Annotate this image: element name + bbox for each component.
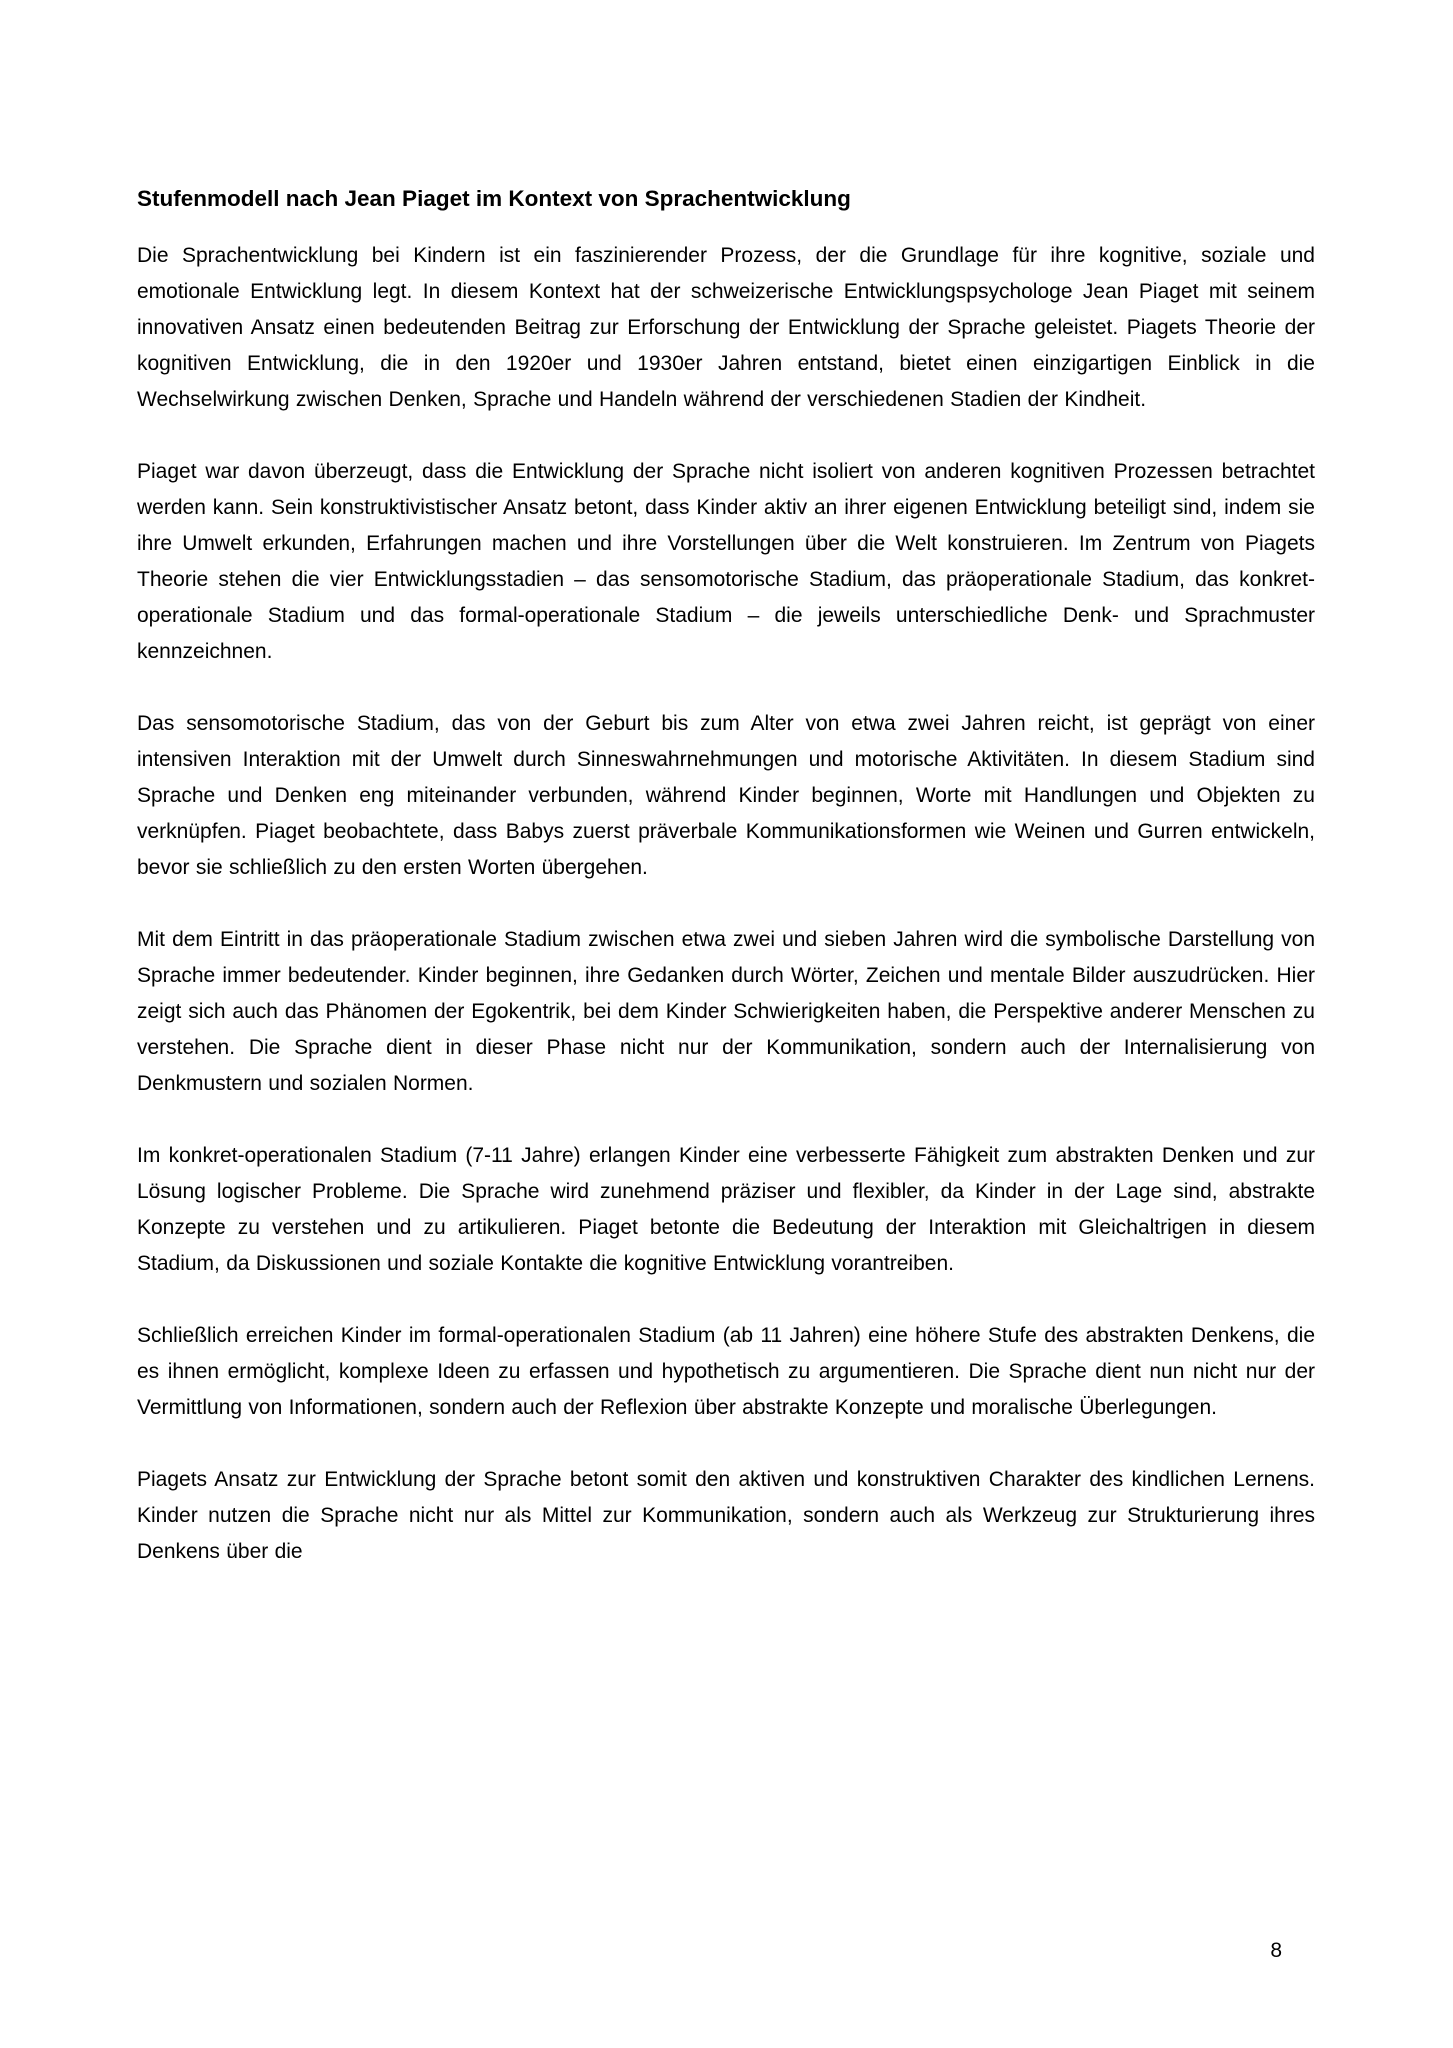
page-number: 8 [1270,1939,1282,1962]
paragraph-concrete-operational-stage: Im konkret-operationalen Stadium (7-11 Jahre) erlangen Kinder eine verbesserte Fähigkeit zum abstrakten Denken und zur Lösung logischer Probleme. Die Sprache wird zunehmend präziser und flexibler, da Kinder in der Lage sind, abstrakte Konzepte zu verstehen und zu artikulieren. Piaget betonte die Bedeutung der Interaktion mit Gleichaltrigen in diesem Stadium, da Diskussionen und soziale Kontakte die kognitive Entwicklung vorantreiben. [137,1144,1315,1275]
document-title: Stufenmodell nach Jean Piaget im Kontext von Sprachentwicklung [137,186,851,211]
paragraph-constructivist-approach: Piaget war davon überzeugt, dass die Entwicklung der Sprache nicht isoliert von anderen kognitiven Prozessen betrachtet werden kann. Sein konstruktivistischer Ansatz betont, dass Kinder aktiv an ihrer eigenen Entwicklung beteiligt sind, indem sie ihre Umwelt erkunden, Erfahrungen machen und ihre Vorstellungen über die Welt konstruieren. Im Zentrum von Piagets Theorie stehen die vier Entwicklungsstadien – das sensomotorische Stadium, das präoperationale Stadium, das konkret-operationale Stadium und das formal-operationale Stadium – die jeweils unterschiedliche Denk- und Sprachmuster kennzeichnen. [137,460,1315,663]
paragraph-intro: Die Sprachentwicklung bei Kindern ist ein faszinierender Prozess, der die Grundlage für ihre kognitive, soziale und emotionale Entwicklung legt. In diesem Kontext hat der schweizerische Entwicklungspsychologe Jean Piaget mit seinem innovativen Ansatz einen bedeutenden Beitrag zur Erforschung der Entwicklung der Sprache geleistet. Piagets Theorie der kognitiven Entwicklung, die in den 1920er und 1930er Jahren entstand, bietet einen einzigartigen Einblick in die Wechselwirkung zwischen Denken, Sprache und Handeln während der verschiedenen Stadien der Kindheit. [137,244,1315,411]
paragraph-conclusion: Piagets Ansatz zur Entwicklung der Sprache betont somit den aktiven und konstruktiven Charakter des kindlichen Lernens. Kinder nutzen die Sprache nicht nur als Mittel zur Kommunikation, sondern auch als Werkzeug zur Strukturierung ihres Denkens über die [137,1468,1315,1563]
paragraph-sensomotor-stage: Das sensomotorische Stadium, das von der Geburt bis zum Alter von etwa zwei Jahren reicht, ist geprägt von einer intensiven Interaktion mit der Umwelt durch Sinneswahrnehmungen und motorische Aktivitäten. In diesem Stadium sind Sprache und Denken eng miteinander verbunden, während Kinder beginnen, Worte mit Handlungen und Objekten zu verknüpfen. Piaget beobachtete, dass Babys zuerst präverbale Kommunikationsformen wie Weinen und Gurren entwickeln, bevor sie schließlich zu den ersten Worten übergehen. [137,712,1315,879]
paragraph-preoperational-stage: Mit dem Eintritt in das präoperationale Stadium zwischen etwa zwei und sieben Jahren wird die symbolische Darstellung von Sprache immer bedeutender. Kinder beginnen, ihre Gedanken durch Wörter, Zeichen und mentale Bilder auszudrücken. Hier zeigt sich auch das Phänomen der Egokentrik, bei dem Kinder Schwierigkeiten haben, die Perspektive anderer Menschen zu verstehen. Die Sprache dient in dieser Phase nicht nur der Kommunikation, sondern auch der Internalisierung von Denkmustern und sozialen Normen. [137,928,1315,1095]
paragraph-formal-operational-stage: Schließlich erreichen Kinder im formal-operationalen Stadium (ab 11 Jahren) eine höhere Stufe des abstrakten Denkens, die es ihnen ermöglicht, komplexe Ideen zu erfassen und hypothetisch zu argumentieren. Die Sprache dient nun nicht nur der Vermittlung von Informationen, sondern auch der Reflexion über abstrakte Konzepte und moralische Überlegungen. [137,1324,1315,1419]
